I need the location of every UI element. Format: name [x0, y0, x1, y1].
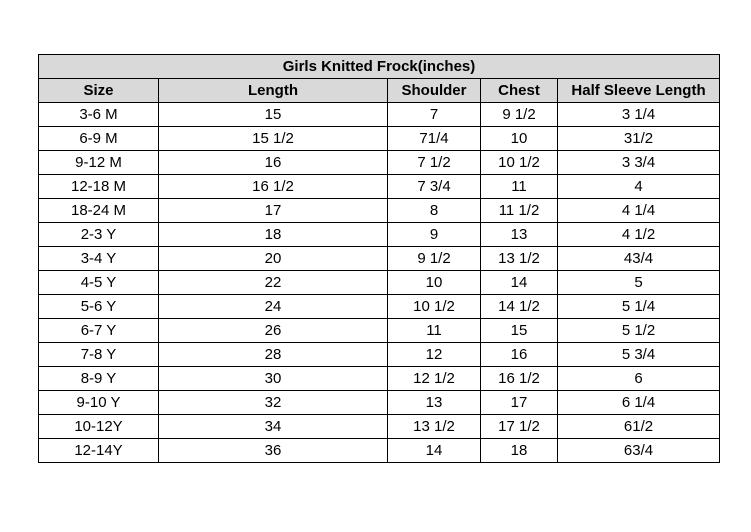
- table-row: [39, 247, 720, 271]
- cell-length: 36: [159, 439, 388, 463]
- cell-chest: 17: [481, 391, 558, 415]
- cell-shoulder: 9 1/2: [388, 247, 481, 271]
- cell-length: 26: [159, 319, 388, 343]
- cell-chest: 16 1/2: [481, 367, 558, 391]
- table-row: [39, 367, 720, 391]
- cell-half-sleeve-length: 6: [558, 367, 720, 391]
- cell-chest: 11: [481, 175, 558, 199]
- cell-length: 32: [159, 391, 388, 415]
- cell-half-sleeve-length: 4 1/2: [558, 223, 720, 247]
- table-header-row: [39, 79, 720, 103]
- cell-half-sleeve-length: 5 1/2: [558, 319, 720, 343]
- table-row: [39, 271, 720, 295]
- cell-length: 17: [159, 199, 388, 223]
- cell-shoulder: 12: [388, 343, 481, 367]
- table-row: [39, 295, 720, 319]
- table-title: Girls Knitted Frock(inches): [39, 55, 720, 79]
- table-row: [39, 103, 720, 127]
- table-body: [39, 103, 720, 463]
- cell-length: 20: [159, 247, 388, 271]
- cell-chest: 10: [481, 127, 558, 151]
- cell-chest: 15: [481, 319, 558, 343]
- table-row: [39, 343, 720, 367]
- cell-length: 24: [159, 295, 388, 319]
- cell-size: 6-9 M: [39, 127, 159, 151]
- cell-length: 15: [159, 103, 388, 127]
- cell-chest: 14 1/2: [481, 295, 558, 319]
- cell-size: 18-24 M: [39, 199, 159, 223]
- cell-chest: 9 1/2: [481, 103, 558, 127]
- cell-length: 18: [159, 223, 388, 247]
- cell-size: 5-6 Y: [39, 295, 159, 319]
- cell-chest: 18: [481, 439, 558, 463]
- cell-half-sleeve-length: 63/4: [558, 439, 720, 463]
- cell-size: 4-5 Y: [39, 271, 159, 295]
- table-row: [39, 175, 720, 199]
- cell-length: 22: [159, 271, 388, 295]
- table-row: [39, 223, 720, 247]
- cell-half-sleeve-length: 5: [558, 271, 720, 295]
- cell-half-sleeve-length: 4: [558, 175, 720, 199]
- cell-shoulder: 10: [388, 271, 481, 295]
- cell-half-sleeve-length: 4 1/4: [558, 199, 720, 223]
- cell-chest: 14: [481, 271, 558, 295]
- cell-size: 3-6 M: [39, 103, 159, 127]
- cell-size: 6-7 Y: [39, 319, 159, 343]
- cell-chest: 13: [481, 223, 558, 247]
- cell-shoulder: 71/4: [388, 127, 481, 151]
- cell-chest: 10 1/2: [481, 151, 558, 175]
- size-chart: [38, 54, 719, 463]
- cell-length: 15 1/2: [159, 127, 388, 151]
- cell-size: 12-14Y: [39, 439, 159, 463]
- table-title-row: [39, 55, 720, 79]
- cell-size: 12-18 M: [39, 175, 159, 199]
- cell-shoulder: 13: [388, 391, 481, 415]
- cell-shoulder: 8: [388, 199, 481, 223]
- cell-length: 16: [159, 151, 388, 175]
- cell-chest: 13 1/2: [481, 247, 558, 271]
- header-length: Length: [159, 79, 388, 103]
- cell-half-sleeve-length: 61/2: [558, 415, 720, 439]
- size-chart-table: [38, 54, 720, 463]
- table-row: [39, 151, 720, 175]
- cell-shoulder: 9: [388, 223, 481, 247]
- cell-shoulder: 7 1/2: [388, 151, 481, 175]
- cell-size: 9-10 Y: [39, 391, 159, 415]
- cell-shoulder: 11: [388, 319, 481, 343]
- cell-chest: 11 1/2: [481, 199, 558, 223]
- cell-shoulder: 7: [388, 103, 481, 127]
- table-row: [39, 415, 720, 439]
- cell-half-sleeve-length: 3 1/4: [558, 103, 720, 127]
- cell-length: 16 1/2: [159, 175, 388, 199]
- cell-size: 8-9 Y: [39, 367, 159, 391]
- cell-half-sleeve-length: 31/2: [558, 127, 720, 151]
- cell-size: 10-12Y: [39, 415, 159, 439]
- cell-half-sleeve-length: 3 3/4: [558, 151, 720, 175]
- cell-shoulder: 13 1/2: [388, 415, 481, 439]
- cell-length: 30: [159, 367, 388, 391]
- cell-size: 7-8 Y: [39, 343, 159, 367]
- cell-size: 2-3 Y: [39, 223, 159, 247]
- table-row: [39, 439, 720, 463]
- table-row: [39, 127, 720, 151]
- header-chest: Chest: [481, 79, 558, 103]
- cell-size: 9-12 M: [39, 151, 159, 175]
- header-size: Size: [39, 79, 159, 103]
- cell-shoulder: 7 3/4: [388, 175, 481, 199]
- cell-shoulder: 10 1/2: [388, 295, 481, 319]
- cell-size: 3-4 Y: [39, 247, 159, 271]
- cell-half-sleeve-length: 43/4: [558, 247, 720, 271]
- header-half-sleeve-length: Half Sleeve Length: [558, 79, 720, 103]
- cell-shoulder: 12 1/2: [388, 367, 481, 391]
- cell-half-sleeve-length: 6 1/4: [558, 391, 720, 415]
- cell-chest: 17 1/2: [481, 415, 558, 439]
- cell-length: 34: [159, 415, 388, 439]
- table-row: [39, 319, 720, 343]
- cell-chest: 16: [481, 343, 558, 367]
- cell-half-sleeve-length: 5 1/4: [558, 295, 720, 319]
- table-row: [39, 199, 720, 223]
- cell-shoulder: 14: [388, 439, 481, 463]
- header-shoulder: Shoulder: [388, 79, 481, 103]
- table-row: [39, 391, 720, 415]
- cell-length: 28: [159, 343, 388, 367]
- cell-half-sleeve-length: 5 3/4: [558, 343, 720, 367]
